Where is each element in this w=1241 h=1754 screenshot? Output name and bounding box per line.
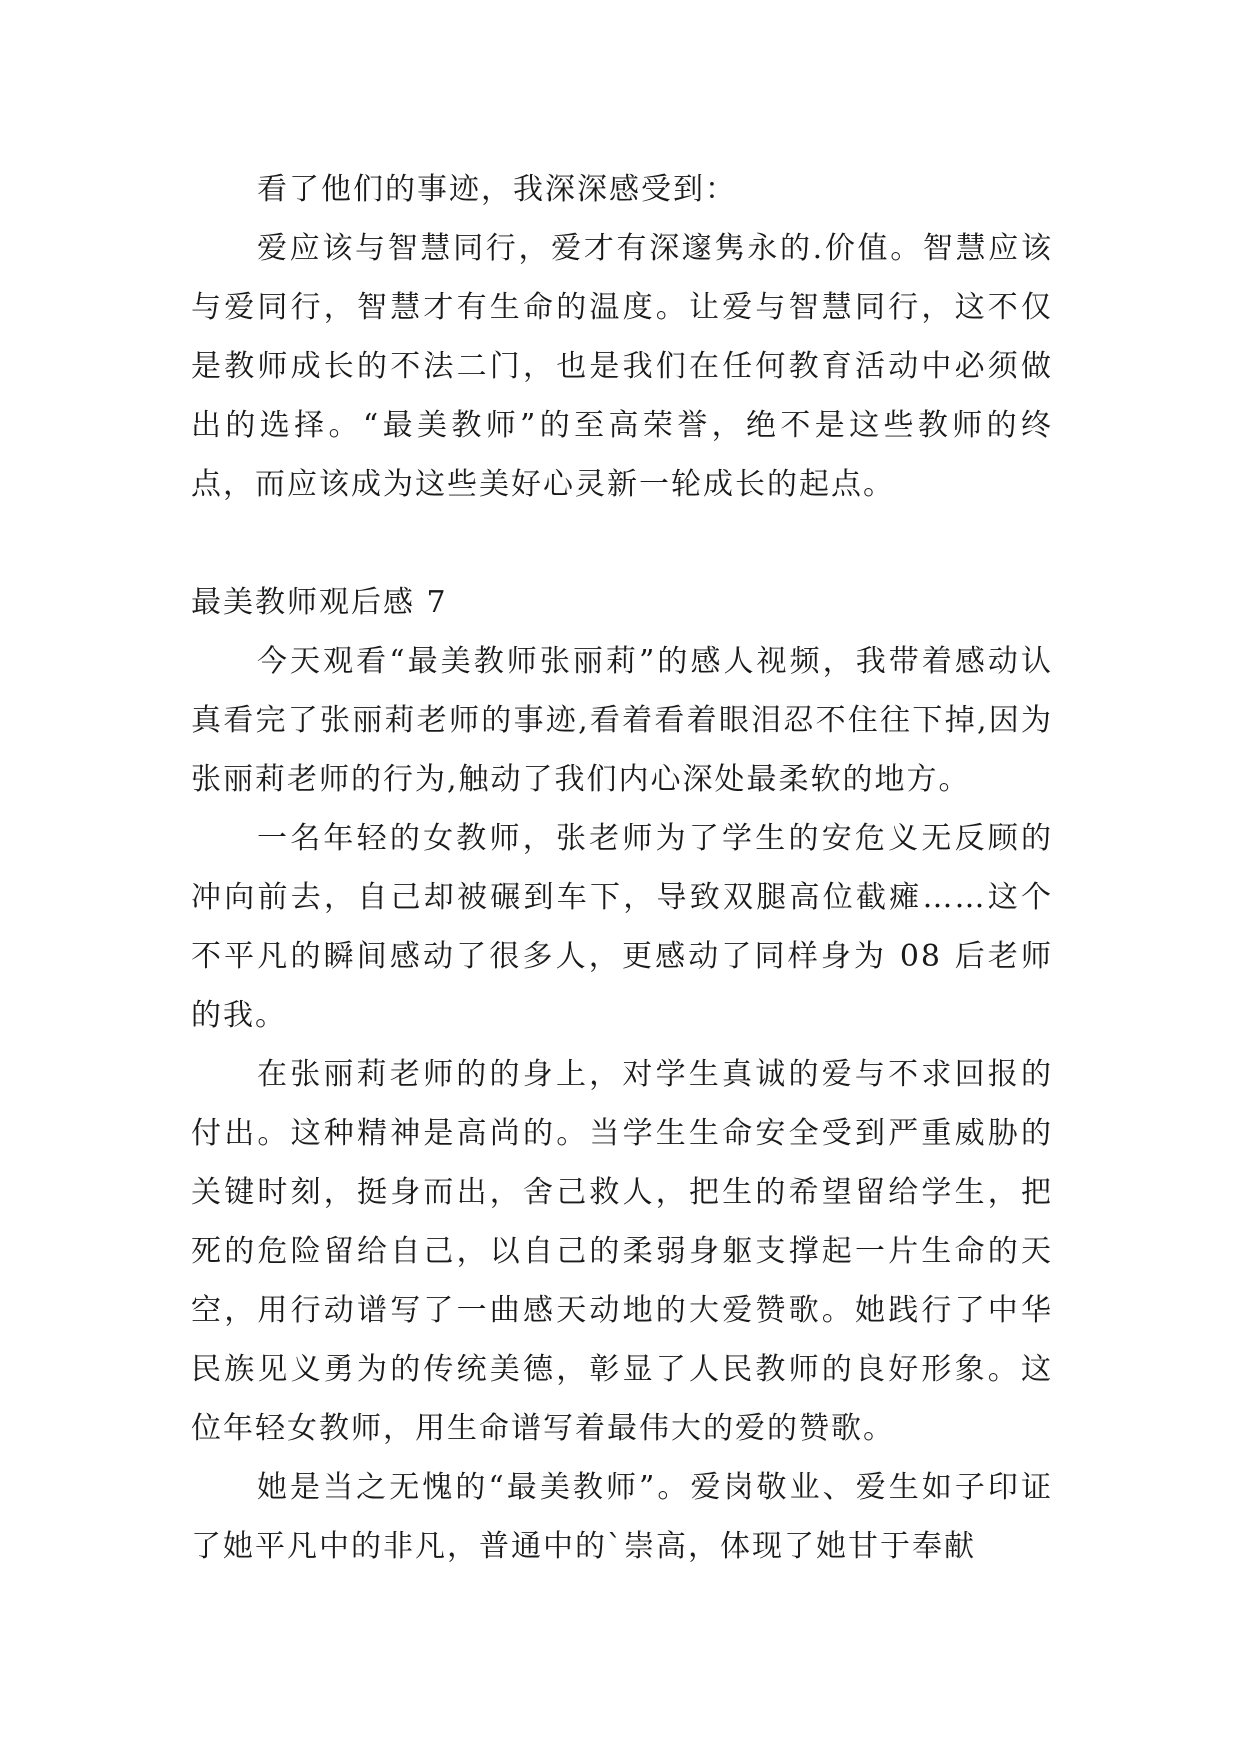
document-body	[191, 160, 1053, 1576]
paragraph-video: 今天观看“最美教师张丽莉”的感人视频，我带着感动认真看完了张丽莉老师的事迹,看着看着眼泪忍不住往下掉,因为张丽莉老师的行为,触动了我们内心深处最柔软的地方。	[191, 644, 1053, 797]
section-heading: 最美教师观后感 7	[191, 585, 448, 620]
paragraph-love-wisdom: 爱应该与智慧同行，爱才有深邃隽永的.价值。智慧应该与爱同行，智慧才有生命的温度。让爱与智慧同行，这不仅是教师成长的不法二门，也是我们在任何教育活动中必须做出的选择。“最美教师”的至高荣誉，绝不是这些教师的终点，而应该成为这些美好心灵新一轮成长的起点。	[191, 231, 1053, 502]
paragraph-spirit: 在张丽莉老师的的身上，对学生真诚的爱与不求回报的付出。这种精神是高尚的。当学生生命安全受到严重威胁的关键时刻，挺身而出，舍己救人，把生的希望留给学生，把死的危险留给自己，以自己的柔弱身躯支撑起一片生命的天空，用行动谱写了一曲感天动地的大爱赞歌。她践行了中华民族见义勇为的传统美德，彰显了人民教师的良好形象。这位年轻女教师，用生命谱写着最伟大的爱的赞歌。	[191, 1057, 1053, 1446]
section-spacer	[191, 514, 1053, 573]
paragraph-young-teacher: 一名年轻的女教师，张老师为了学生的安危义无反顾的冲向前去，自己却被碾到车下，导致双腿高位截瘫……这个不平凡的瞬间感动了很多人，更感动了同样身为 08 后老师的我。	[191, 821, 1053, 1033]
paragraph-intro: 看了他们的事迹，我深深感受到：	[257, 172, 737, 207]
paragraph-most-beautiful: 她是当之无愧的“最美教师”。爱岗敬业、爱生如子印证了她平凡中的非凡，普通中的`崇高，体现了她甘于奉献	[191, 1470, 1053, 1564]
